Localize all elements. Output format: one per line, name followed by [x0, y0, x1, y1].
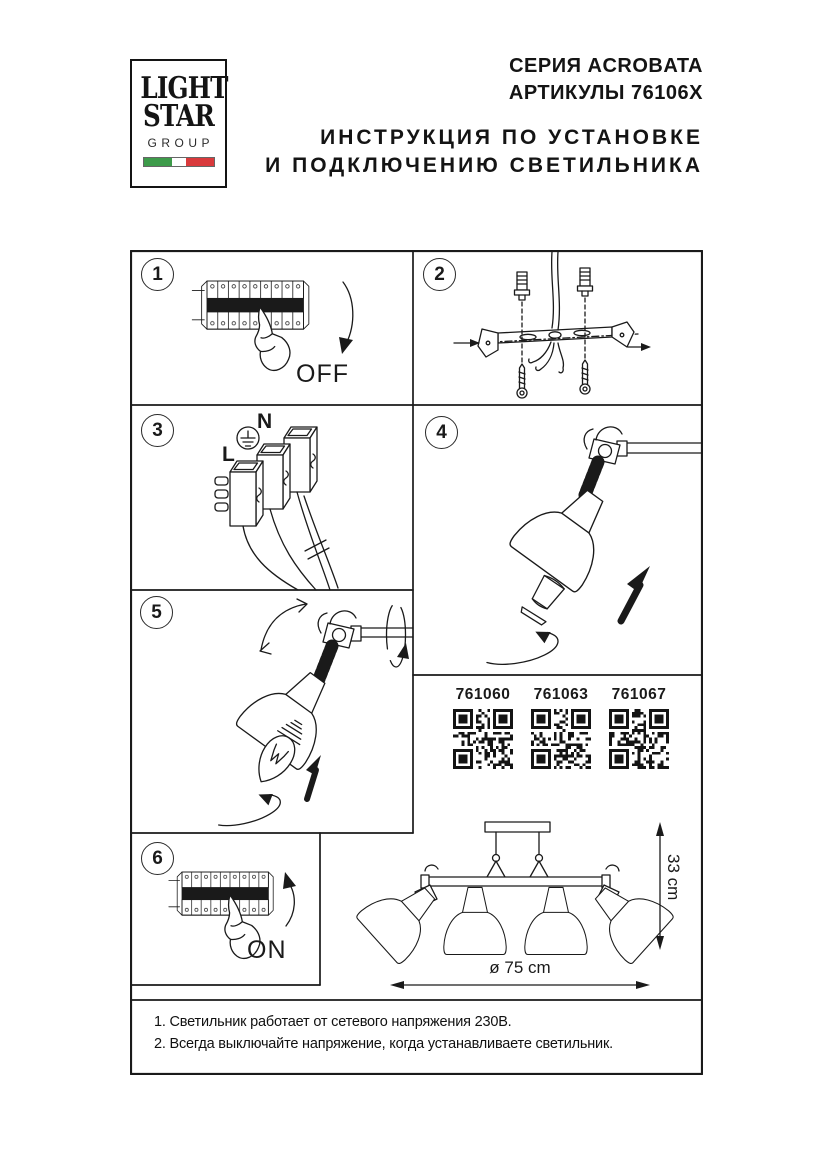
suspension-rods — [496, 832, 539, 854]
retaining-ring — [520, 607, 546, 626]
logo-flag — [143, 157, 215, 167]
terminal-block — [230, 461, 263, 526]
line-terminal-label: L — [222, 443, 235, 466]
screw-icon — [580, 360, 590, 394]
bracket-left-flange — [478, 329, 498, 357]
ceiling-plate — [485, 822, 550, 832]
off-label: OFF — [296, 360, 349, 388]
step-number-6: 6 — [141, 842, 174, 875]
wire-stub — [215, 477, 228, 485]
mount-bar — [626, 443, 703, 453]
breaker-icon — [169, 872, 273, 915]
header-titles — [265, 53, 703, 180]
step2-bracket-drawing — [454, 252, 651, 398]
rotate-gesture-arrow — [483, 628, 560, 668]
instruction-title-line2: И ПОДКЛЮЧЕНИЮ СВЕТИЛЬНИКА — [265, 154, 703, 177]
step-number-3: 3 — [141, 414, 174, 447]
qr-item — [531, 686, 591, 769]
logo-line-light: LIGHT — [140, 71, 228, 106]
bracket-right-flange — [612, 322, 634, 347]
down-arrowhead — [339, 337, 353, 354]
qr-section — [433, 686, 689, 769]
logo-line-group: GROUP — [147, 136, 214, 150]
height-dimension-label: 33 cm — [664, 854, 683, 901]
note-line-2: 2. Всегда выключайте напряжение, когда устанавливаете светильник. — [154, 1036, 613, 1052]
on-label: ON — [247, 936, 287, 964]
qr-code — [453, 709, 513, 769]
lamp-shade-icon — [444, 887, 506, 954]
series-title: СЕРИЯ ACROBATA — [509, 55, 703, 77]
swivel-joint-icon — [318, 611, 356, 679]
step-number-4: 4 — [425, 416, 458, 449]
wall-anchor-icon — [578, 268, 593, 296]
qr-code — [531, 709, 591, 769]
logo-text — [140, 71, 228, 134]
wire-ends — [529, 342, 564, 373]
down-arrow-curve — [343, 282, 353, 344]
wire-stub — [215, 503, 228, 511]
flag-red — [186, 158, 214, 166]
diameter-dimension-label: ø 75 cm — [489, 958, 551, 977]
qr-code — [609, 709, 669, 769]
up-arrowhead — [283, 872, 296, 889]
lamp-shade-icon — [508, 471, 629, 593]
article-number: 761060 — [455, 686, 511, 703]
note-line-1: 1. Светильник работает от сетевого напряжения 230В. — [154, 1014, 512, 1030]
lightstar-logo — [130, 59, 227, 188]
instruction-title-line1: ИНСТРУКЦИЯ ПО УСТАНОВКЕ — [320, 126, 703, 149]
footer-notes — [154, 1011, 613, 1055]
up-arrowhead — [627, 566, 650, 592]
step-number-5: 5 — [140, 596, 173, 629]
article-number: 761063 — [533, 686, 589, 703]
tilt-arrowheads — [260, 599, 307, 654]
screw-icon — [517, 364, 527, 398]
ceiling-cable — [552, 252, 560, 330]
wire-stub — [215, 490, 228, 498]
logo-line-star: STAR — [143, 99, 214, 134]
flag-white — [172, 158, 186, 166]
step4-shade-assembly-drawing — [483, 427, 703, 668]
step-number-1: 1 — [141, 258, 174, 291]
ground-symbol-icon — [237, 427, 259, 449]
swivel-joint-icon — [584, 427, 622, 495]
breaker-icon — [192, 281, 309, 329]
articles-title: АРТИКУЛЫ 76106X — [508, 82, 703, 104]
step5-bulb-drawing — [214, 599, 413, 830]
right-arrowhead — [641, 343, 651, 351]
article-number: 761067 — [611, 686, 667, 703]
wall-anchor-icon — [515, 272, 530, 300]
fixture-bar — [428, 877, 603, 886]
flag-green — [144, 158, 172, 166]
line-art — [130, 250, 703, 1075]
qr-item — [609, 686, 669, 769]
rotate-gesture-arrow — [214, 790, 284, 830]
neutral-terminal-label: N — [257, 410, 273, 433]
qr-item — [453, 686, 513, 769]
up-arrow-curve — [286, 883, 294, 926]
step-number-2: 2 — [423, 258, 456, 291]
instruction-grid — [130, 250, 703, 1075]
lamp-shade-icon — [525, 887, 587, 954]
